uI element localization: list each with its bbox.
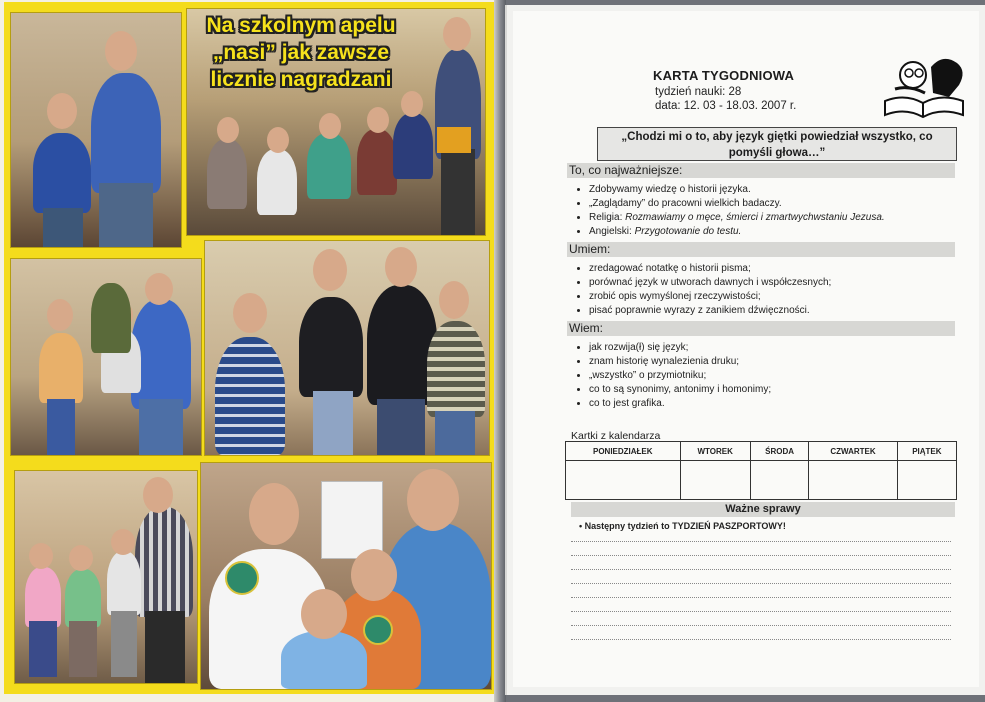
note-line: [571, 541, 951, 542]
angielski-text: Przygotowanie do testu.: [634, 226, 742, 237]
list-item: • znam historię wynalezienia druku;: [589, 355, 771, 369]
important-heading: Ważne sprawy: [571, 502, 955, 517]
calendar-day-monday: PONIEDZIAŁEK: [566, 442, 681, 461]
note-line: [571, 625, 951, 626]
quote-line-2: pomyśli głowa…”: [728, 147, 826, 159]
week-number: tydzień nauki: 28: [655, 86, 742, 98]
calendar-cell: [809, 461, 897, 500]
calendar-day-thursday: CZWARTEK: [809, 442, 897, 461]
angielski-label: Angielski:: [589, 226, 635, 237]
religia-text: Rozmawiamy o męce, śmierci i zmartwychwstaniu Jezusa.: [625, 212, 885, 223]
important-item: • Następny tydzień to TYDZIEŃ PASZPORTOWY!: [579, 521, 786, 531]
note-line: [571, 597, 951, 598]
headline-line-3: licznie nagradzani: [210, 68, 392, 91]
photo-teacher-and-girl: [10, 12, 182, 248]
calendar-day-tuesday: WTOREK: [680, 442, 750, 461]
note-line: [571, 639, 951, 640]
list-item: • porównać język w utworach dawnych i współczesnych;: [589, 276, 831, 290]
religia-label: Religia:: [589, 212, 626, 223]
photo-four-students: [204, 240, 490, 456]
note-line: [571, 569, 951, 570]
list-item: • jak rozwija(ł) się język;: [589, 341, 771, 355]
list-item: • „Zaglądamy” do pracowni wielkich badaczy.: [589, 197, 885, 211]
list-item: • „wszystko” o przymiotniku;: [589, 369, 771, 383]
card-title: KARTA TYGODNIOWA: [653, 68, 795, 83]
calendar-cell: [680, 461, 750, 500]
section-heading-skills: Umiem:: [567, 242, 955, 257]
list-item: [589, 211, 885, 225]
quote-line-1: „Chodzi mi o to, aby język giętki powiedział wszystko, co: [621, 131, 933, 143]
list-item: • co to jest grafika.: [589, 397, 771, 411]
calendar-cell: [566, 461, 681, 500]
calendar-day-wednesday: ŚRODA: [750, 442, 808, 461]
weekly-card-sheet: [513, 11, 979, 687]
list-item: [589, 225, 885, 239]
list-item: • pisać poprawnie wyrazy z zanikiem dźwięczności.: [589, 304, 831, 318]
note-line: [571, 583, 951, 584]
calendar-header-row: [566, 442, 957, 461]
date-range: data: 12. 03 - 18.03. 2007 r.: [655, 100, 797, 112]
priorities-list: [573, 183, 885, 239]
headline-line-2: „nasi” jak zawsze: [212, 41, 390, 64]
calendar-entry-row: [566, 461, 957, 500]
calendar-cell: [750, 461, 808, 500]
reading-character-icon: [879, 49, 969, 121]
photo-boys-with-awards: [200, 462, 492, 690]
weekly-card-page: [505, 5, 985, 695]
calendar-label: Kartki z kalendarza: [571, 430, 661, 442]
list-item: • co to są synonimy, antonimy i homonimy;: [589, 383, 771, 397]
photo-headline: [186, 12, 416, 93]
note-line: [571, 555, 951, 556]
calendar-table: [565, 441, 957, 500]
list-item: • zrobić opis wymyślonej rzeczywistości;: [589, 290, 831, 304]
calendar-day-friday: PIĄTEK: [897, 442, 956, 461]
calendar-cell: [897, 461, 956, 500]
knowledge-list: [573, 341, 771, 411]
list-item: • Zdobywamy wiedzę o historii języka.: [589, 183, 885, 197]
headline-line-1: Na szkolnym apelu: [206, 14, 396, 37]
section-heading-priorities: To, co najważniejsze:: [567, 163, 955, 178]
quote-box: [597, 127, 957, 161]
skills-list: [573, 262, 831, 318]
list-item: • zredagować notatkę o historii pisma;: [589, 262, 831, 276]
important-item-text: Następny tydzień to TYDZIEŃ PASZPORTOWY!: [584, 521, 786, 531]
note-line: [571, 611, 951, 612]
photo-children-and-teacher: [14, 470, 198, 684]
photo-award-ceremony: [10, 258, 202, 456]
section-heading-knowledge: Wiem:: [567, 321, 955, 336]
